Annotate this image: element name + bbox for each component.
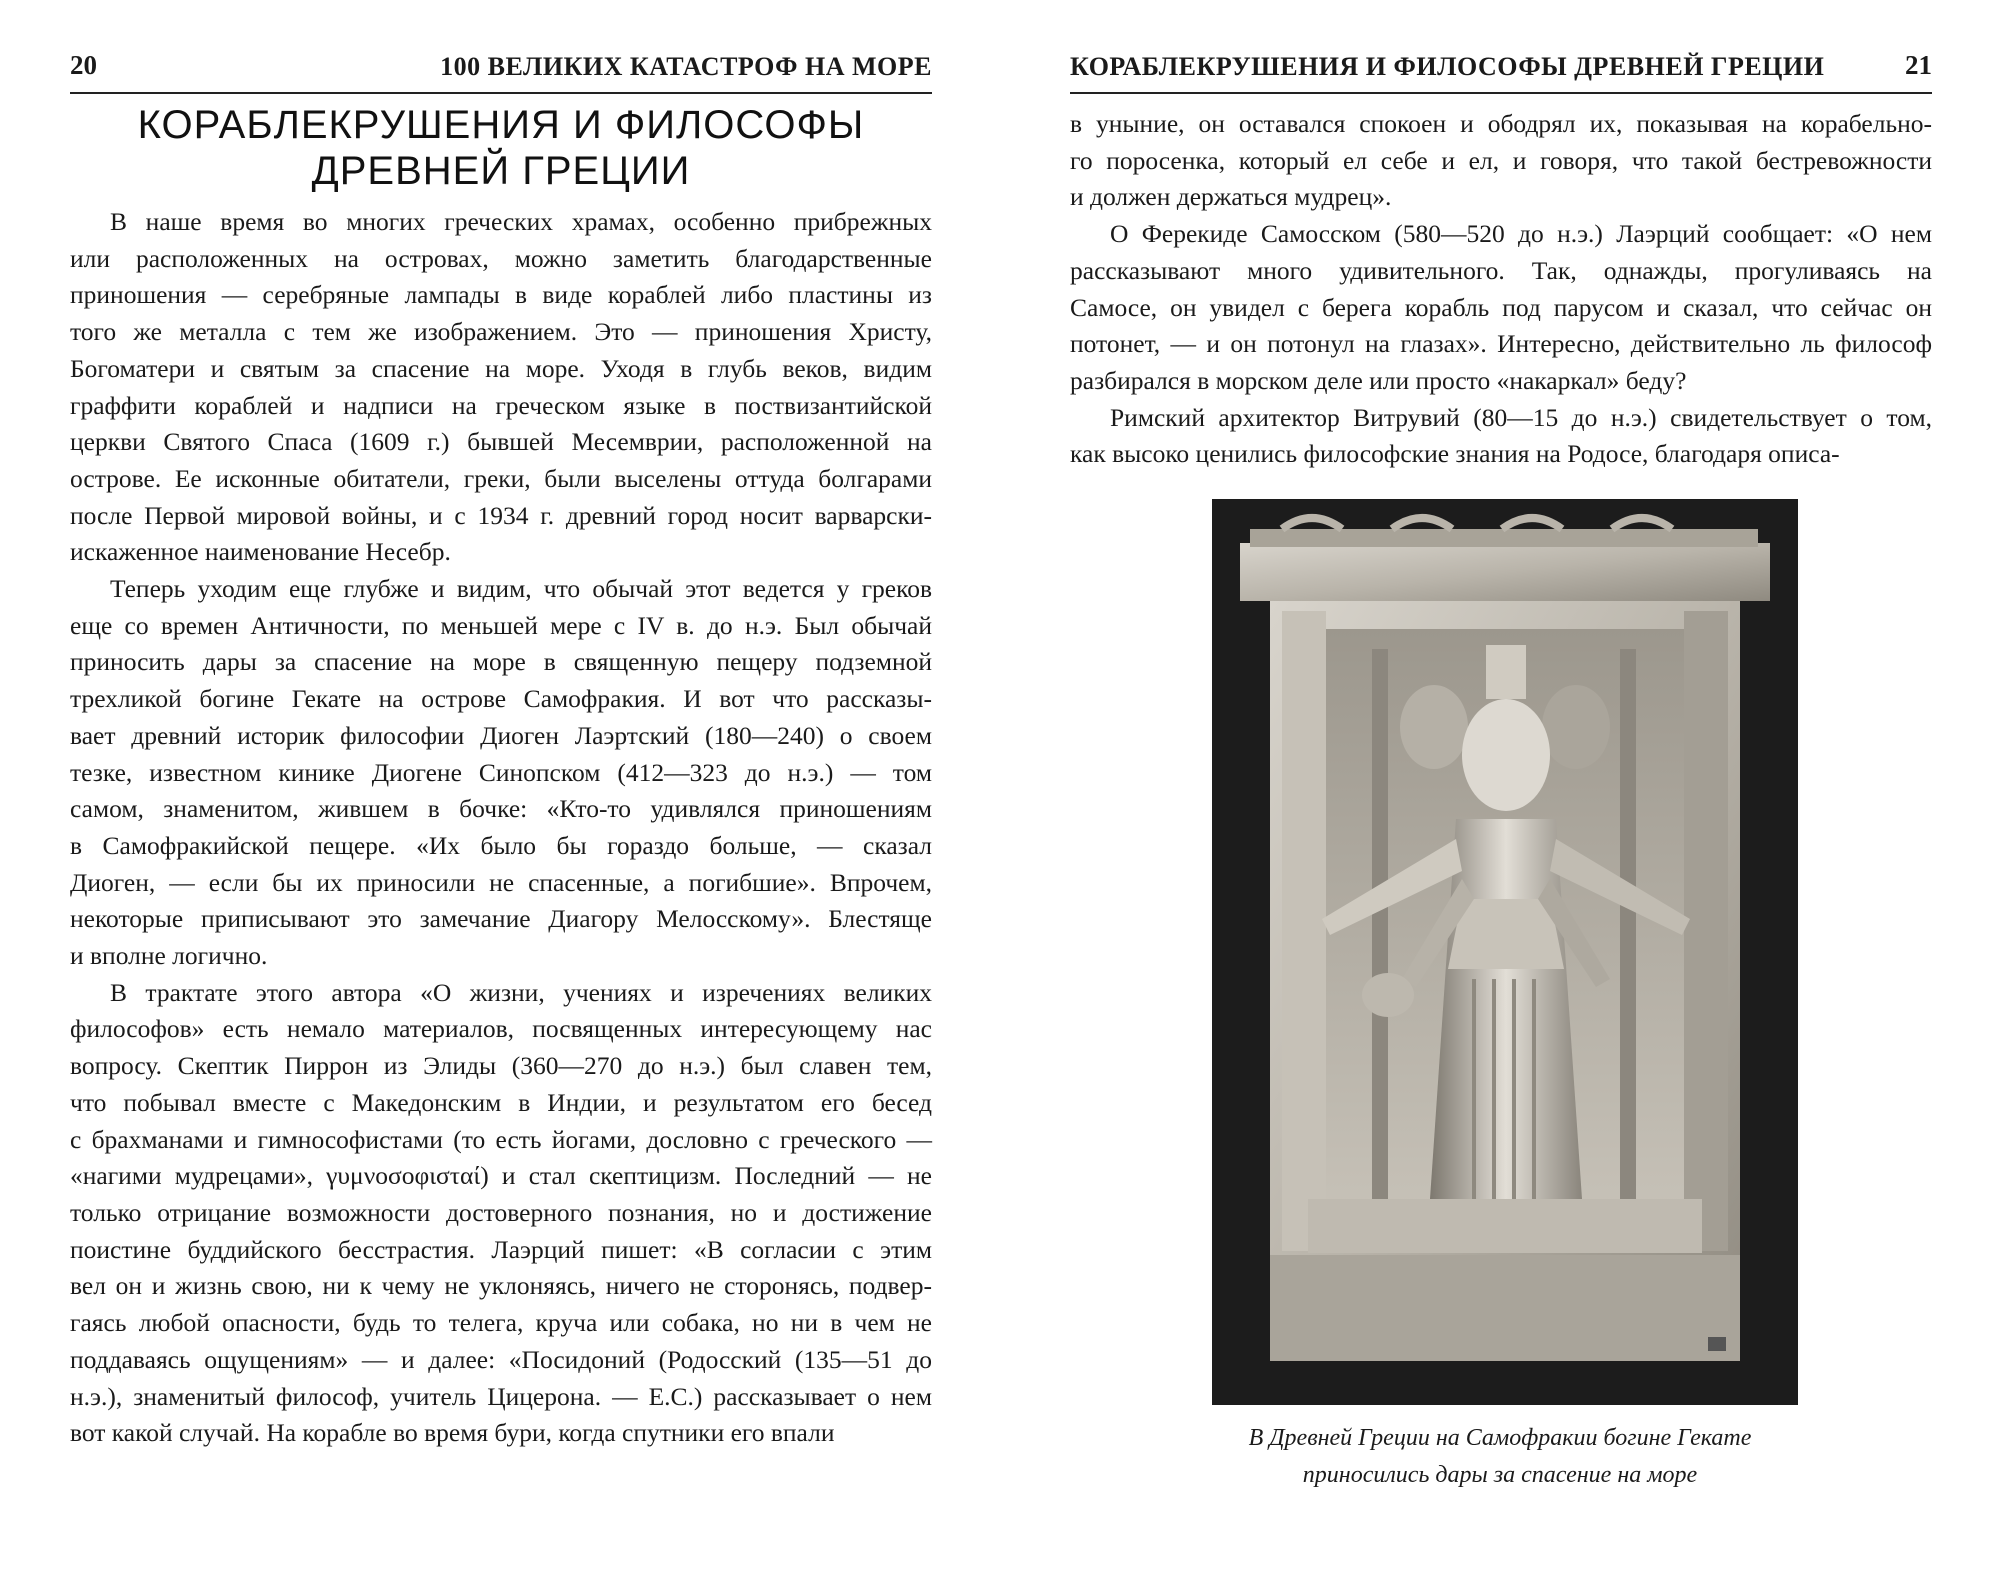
chapter-title-line: ДРЕВНЕЙ ГРЕЦИИ (311, 149, 691, 193)
paragraph (1070, 216, 1932, 400)
text-line: самом, знаменитом, жившем в бочке: «Кто-то удивлялся приношениям (70, 794, 932, 824)
text-line: философов» есть немало материалов, посвященных интересующему нас (70, 1014, 932, 1044)
paragraph (70, 571, 932, 975)
text-line: вел он и жизнь свою, ни к чему не уклоняясь, ничего не сторонясь, подвер- (70, 1271, 932, 1301)
text-line: с брахманами и гимнософистами (то есть йогами, дословно с греческого — (70, 1124, 932, 1154)
text-line: как высоко ценились философские знания на Родосе, благодаря описа- (1070, 439, 1840, 469)
text-line: Самосе, он увидел с берега корабль под парусом и сказал, что сейчас он (1070, 292, 1932, 322)
text-line: что побывал вместе с Македонским в Индии, и результатом его бесед (70, 1087, 932, 1117)
text-line: потонет, — и он потонул на глазах». Интересно, действительно ль философ (1070, 329, 1932, 359)
text-line: Римский архитектор Витрувий (80—15 до н.э.) свидетельствует о том, (1110, 402, 1932, 432)
text-line: вает древний историк философии Диоген Лаэртский (180—240) о своем (70, 720, 932, 750)
text-line: Диоген, — если бы их приносили не спасенные, а погибшие». Впрочем, (70, 867, 932, 897)
text-line: рассказывают много удивительного. Так, однажды, прогуливаясь на (1070, 255, 1932, 285)
body-text-left (70, 204, 932, 1452)
text-line: «нагими мудрецами», γυμνοσοφισταί) и стал скептицизм. Последний — не (70, 1161, 932, 1191)
figure-caption (1090, 1420, 1910, 1494)
text-line: в уныние, он оставался спокоен и ободрял их, показывая на корабельно- (1070, 109, 1932, 138)
text-line: поистине буддийского бесстрастия. Лаэрций пишет: «В согласии с этим (70, 1234, 932, 1264)
text-line: трехликой богине Гекате на острове Самофракия. И вот что рассказы- (70, 684, 932, 714)
text-line: граффити кораблей и надписи на греческом языке в поствизантийской (70, 390, 932, 420)
text-line: еще со времен Античности, по меньшей мере с IV в. до н.э. Был обычай (70, 610, 932, 640)
figure-caption-line: В Древней Греции на Самофракии богине Гекате (1248, 1425, 1752, 1451)
text-line: только отрицание возможности достоверного познания, но и достижение (70, 1197, 932, 1227)
text-line: острове. Ее исконные обитатели, греки, были выселены оттуда болгарами (70, 463, 932, 493)
body-text-right (1070, 106, 1932, 473)
text-line: приносить дары за спасение на море в священную пещеру подземной (70, 647, 932, 677)
hecate-relief-illustration (1212, 499, 1798, 1405)
page-number-right: 21 (1905, 50, 1932, 80)
paragraph (1070, 106, 1932, 216)
text-line: Теперь уходим еще глубже и видим, что обычай этот ведется у греков (110, 574, 932, 604)
text-line: В наше время во многих греческих храмах, особенно прибрежных (110, 207, 932, 236)
figure-caption-line: приносились дары за спасение на море (1302, 1462, 1698, 1488)
text-line: того же металла с тем же изображением. Это — приношения Христу, (70, 317, 932, 347)
page-number-left: 20 (70, 50, 97, 80)
text-line: тезке, известном кинике Диогене Синопском (412—323 до н.э.) — том (70, 757, 932, 787)
text-line: В трактате этого автора «О жизни, учениях и изречениях великих (110, 977, 932, 1007)
paragraph (70, 204, 932, 571)
text-line: в Самофракийской пещере. «Их было бы гораздо больше, — сказал (70, 830, 932, 860)
text-line: го поросенка, который ел себе и ел, и говоря, что такой бестревожности (1070, 145, 1932, 175)
running-head-right (1070, 50, 1932, 94)
text-line: приношения — серебряные лампады в виде кораблей либо пластины из (70, 280, 932, 310)
text-line: гаясь любой опасности, будь то телега, круча или собака, но ни в чем не (70, 1308, 932, 1338)
text-line: поддаваясь ощущениям» — и далее: «Посидоний (Родосский (135—51 до (70, 1344, 932, 1374)
chapter-title (70, 102, 932, 194)
text-line: и вполне логично. (70, 941, 268, 971)
text-line: Богоматери и святым за спасение на море. Уходя в глубь веков, видим (70, 353, 932, 383)
text-line: после Первой мировой войны, и с 1934 г. древний город носит варварски- (70, 500, 932, 530)
text-line: н.э.), знаменитый философ, учитель Цицерона. — Е.С.) рассказывает о нем (70, 1381, 932, 1411)
text-line: искаженное наименование Несебр. (70, 537, 451, 567)
running-title-left: 100 ВЕЛИКИХ КАТАСТРОФ НА МОРЕ (440, 52, 932, 81)
text-line: вот какой случай. На корабле во время бури, когда спутники его впали (70, 1418, 835, 1448)
text-line: вопросу. Скептик Пиррон из Элиды (360—270 до н.э.) был славен тем, (70, 1051, 932, 1081)
text-line: разбирался в морском деле или просто «накаркал» беду? (1070, 365, 1687, 395)
running-head-left (70, 50, 932, 94)
paragraph (1070, 400, 1932, 473)
running-title-right: КОРАБЛЕКРУШЕНИЯ И ФИЛОСОФЫ ДРЕВНЕЙ ГРЕЦИИ (1070, 52, 1825, 81)
paragraph (70, 975, 932, 1452)
text-line: О Ферекиде Самосском (580—520 до н.э.) Лаэрций сообщает: «О нем (1110, 219, 1932, 249)
chapter-title-line: КОРАБЛЕКРУШЕНИЯ И ФИЛОСОФЫ (137, 103, 865, 147)
text-line: и должен держаться мудрец». (1070, 182, 1392, 212)
text-line: или расположенных на островах, можно заметить благодарственные (70, 243, 932, 273)
text-line: некоторые приписывают это замечание Диагору Мелосскому». Блестяще (70, 904, 932, 934)
right-page (1000, 0, 2000, 1579)
hecate-relief-photo (1212, 499, 1798, 1405)
text-line: церкви Святого Спаса (1609 г.) бывшей Месемврии, расположенной на (70, 427, 932, 457)
